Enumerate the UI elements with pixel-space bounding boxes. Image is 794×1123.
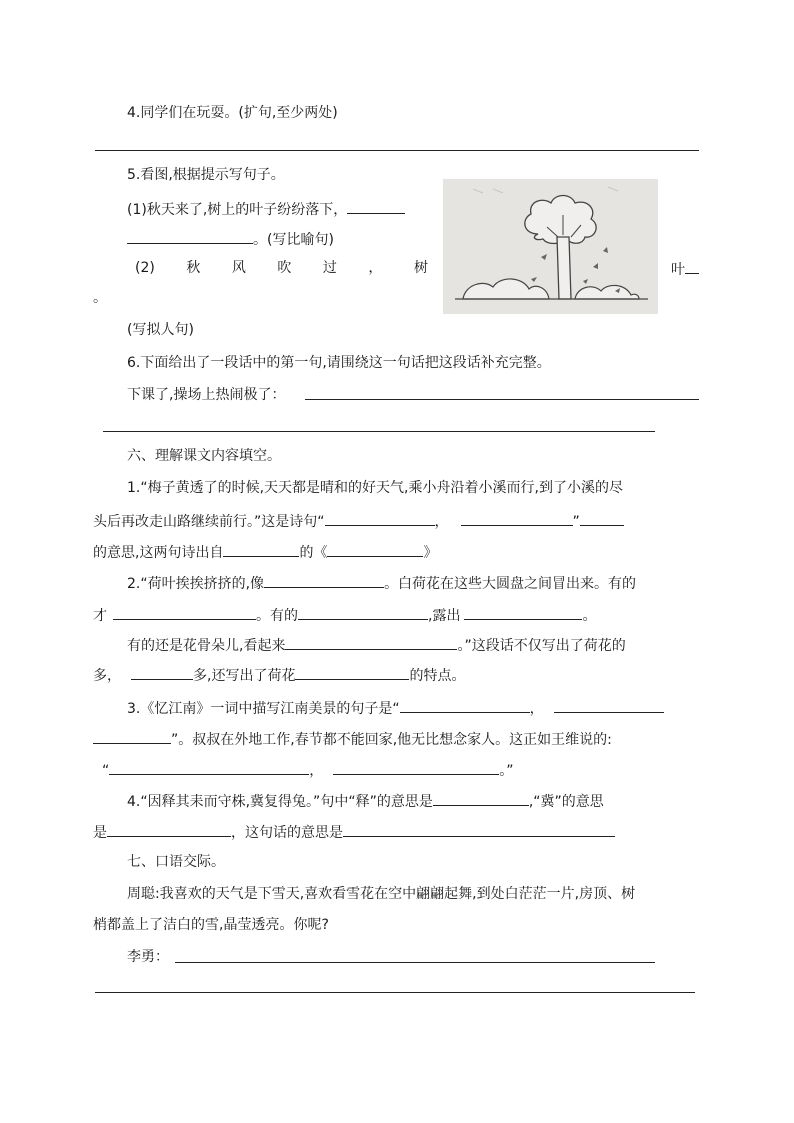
s6-item4-text: 4.“因释其耒而守株,冀复得兔。”句中“释”的意思是	[127, 794, 433, 810]
q5-s1-blank-a[interactable]	[347, 198, 405, 214]
s6-item2-luchu: ,露出	[428, 608, 461, 624]
s6-item3-blank-5[interactable]	[333, 759, 499, 775]
s6-item2-blank-2[interactable]	[113, 604, 256, 620]
s6-item4-text-b: ,“冀”的意思	[528, 794, 604, 810]
q5-sentence-1a	[127, 198, 405, 220]
q6-answer-line-1[interactable]	[305, 399, 699, 400]
s7-zhou-line2: 梢都盖上了洁白的雪,晶莹透亮。你呢?	[93, 917, 329, 933]
s6-item4-blank-1[interactable]	[433, 790, 529, 806]
s6-item3-close: 。”	[499, 763, 514, 779]
s6-item3-open: “	[102, 763, 110, 779]
q5-sentence-1b	[127, 228, 334, 250]
s6-item3-line3	[102, 759, 514, 781]
s6-item2-blank-7[interactable]	[295, 664, 409, 680]
s6-item3-blank-3[interactable]	[93, 728, 171, 744]
q5-s2-char: ，	[368, 260, 383, 276]
s6-item1-title-blank[interactable]	[327, 541, 423, 557]
s7-li-label: 李勇：	[127, 949, 169, 965]
s6-item2-blank-6[interactable]	[131, 664, 193, 680]
s6-item2-text-c: 有的还是花骨朵儿,看起来	[127, 638, 286, 654]
q5-sentence-2	[135, 258, 428, 278]
q5-s2-end-char: 叶	[671, 262, 685, 278]
s6-item1-blank-3[interactable]	[580, 510, 624, 526]
s6-item1-blank-1[interactable]	[325, 510, 435, 526]
s6-item2-text-b: 。白荷花在这些大圆盘之间冒出来。有的	[384, 576, 637, 592]
q5-s2-char: 树	[413, 260, 428, 276]
s6-item4-line2	[93, 821, 615, 843]
s6-item2-line2	[93, 604, 596, 626]
q5-s1-text: (1)秋天来了,树上的叶子纷纷落下，	[127, 202, 348, 218]
s6-item2-blank-1[interactable]	[264, 572, 384, 588]
s6-item2-line3	[127, 634, 626, 656]
q6-answer-line-2[interactable]	[103, 431, 655, 432]
q5-s2-note: (写拟人句)	[127, 322, 194, 338]
q6-lead: 下课了,操场上热闹极了：	[127, 387, 286, 403]
q5-s2-period: 。	[93, 290, 107, 306]
q5-s2-char: 过	[322, 260, 337, 276]
s6-item2-period: 。	[582, 608, 597, 624]
q5-s2-char: 吹	[277, 260, 292, 276]
s6-item4-shi: 是	[93, 825, 107, 841]
section-7-title: 七、口语交际。	[127, 854, 225, 870]
autumn-tree-icon	[443, 179, 658, 314]
s6-item4-blank-3[interactable]	[343, 821, 615, 837]
s6-item1-line2	[93, 510, 624, 532]
s6-item2-line1	[127, 572, 636, 594]
s6-item2-duo: 多，	[93, 668, 121, 684]
s6-item1-author-blank[interactable]	[223, 541, 299, 557]
s6-item2-blank-4[interactable]	[464, 604, 582, 620]
s6-item4-text-c: ，这句话的意思是	[231, 825, 343, 841]
s6-item3-comma-b: ，	[309, 763, 324, 779]
s6-item3-line1	[127, 697, 664, 719]
s6-item2-blank-3[interactable]	[298, 604, 428, 620]
s6-item3-blank-4[interactable]	[109, 759, 309, 775]
s6-item1-line3	[93, 541, 437, 563]
q5-s2-char: 风	[231, 260, 246, 276]
s6-item2-line4	[93, 664, 465, 686]
section-6-title: 六、理解课文内容填空。	[127, 448, 281, 464]
s6-item2-text-e: 多,还写出了荷花	[193, 668, 296, 684]
s6-item2-cai: 才	[93, 608, 107, 624]
s6-item1-text: 头后再改走山路继续前行。”这是诗句“	[93, 514, 325, 530]
s6-item3-blank-2[interactable]	[554, 697, 664, 713]
s6-item2-blank-5[interactable]	[285, 634, 457, 650]
s6-item2-text-d: 。”这段话不仅写出了荷花的	[457, 638, 626, 654]
s6-item1-line1: 1.“梅子黄透了的时候,天天都是晴和的好天气,乘小舟沿着小溪而行,到了小溪的尽	[127, 480, 623, 496]
s6-item3-comma: ，	[529, 701, 544, 717]
s6-item2-text-f: 的特点。	[409, 668, 466, 684]
q6-intro: 6.下面给出了一段话中的第一句,请围绕这一句话把这段话补充完整。	[127, 355, 551, 371]
q5-s1-blank-b[interactable]	[127, 228, 253, 244]
q5-s2-char: (2)	[135, 260, 155, 276]
s6-item2-text: 2.“荷叶挨挨挤挤的,像	[127, 576, 265, 592]
q5-s2-blank[interactable]	[685, 258, 699, 274]
s7-zhou-line1: 周聪:我喜欢的天气是下雪天,喜欢看雪花在空中翩翩起舞,到处白茫茫一片,房顶、树	[127, 886, 636, 902]
s6-item3-line2	[93, 728, 612, 750]
s6-item1-of: 的《	[299, 545, 328, 561]
autumn-tree-figure	[443, 179, 658, 314]
q5-s2-end	[671, 258, 699, 280]
q4-answer-line[interactable]	[95, 150, 699, 151]
s6-item1-close: 》	[423, 545, 438, 561]
s6-item3-blank-1[interactable]	[400, 697, 530, 713]
s7-answer-line-1[interactable]	[175, 962, 655, 963]
s6-item4-line1	[127, 790, 604, 812]
s6-item1-quote: ”	[572, 514, 580, 530]
q4-prompt: 4.同学们在玩耍。(扩句,至少两处)	[127, 105, 338, 121]
s6-item1-source-text: 的意思,这两句诗出自	[93, 545, 224, 561]
s6-item3-text-b: ”。叔叔在外地工作,春节都不能回家,他无比想念家人。这正如王维说的:	[171, 732, 612, 748]
s6-item4-blank-2[interactable]	[107, 821, 231, 837]
s7-answer-line-2[interactable]	[95, 992, 695, 993]
s6-item3-text: 3.《忆江南》一词中描写江南美景的句子是“	[127, 701, 400, 717]
q5-s2-char: 秋	[186, 260, 201, 276]
q5-intro: 5.看图,根据提示写句子。	[127, 167, 285, 183]
s6-item2-youde: 。有的	[256, 608, 298, 624]
q5-s1-note: 。(写比喻句)	[253, 232, 334, 248]
s6-item1-comma: ，	[434, 514, 449, 530]
s6-item1-blank-2[interactable]	[461, 510, 573, 526]
